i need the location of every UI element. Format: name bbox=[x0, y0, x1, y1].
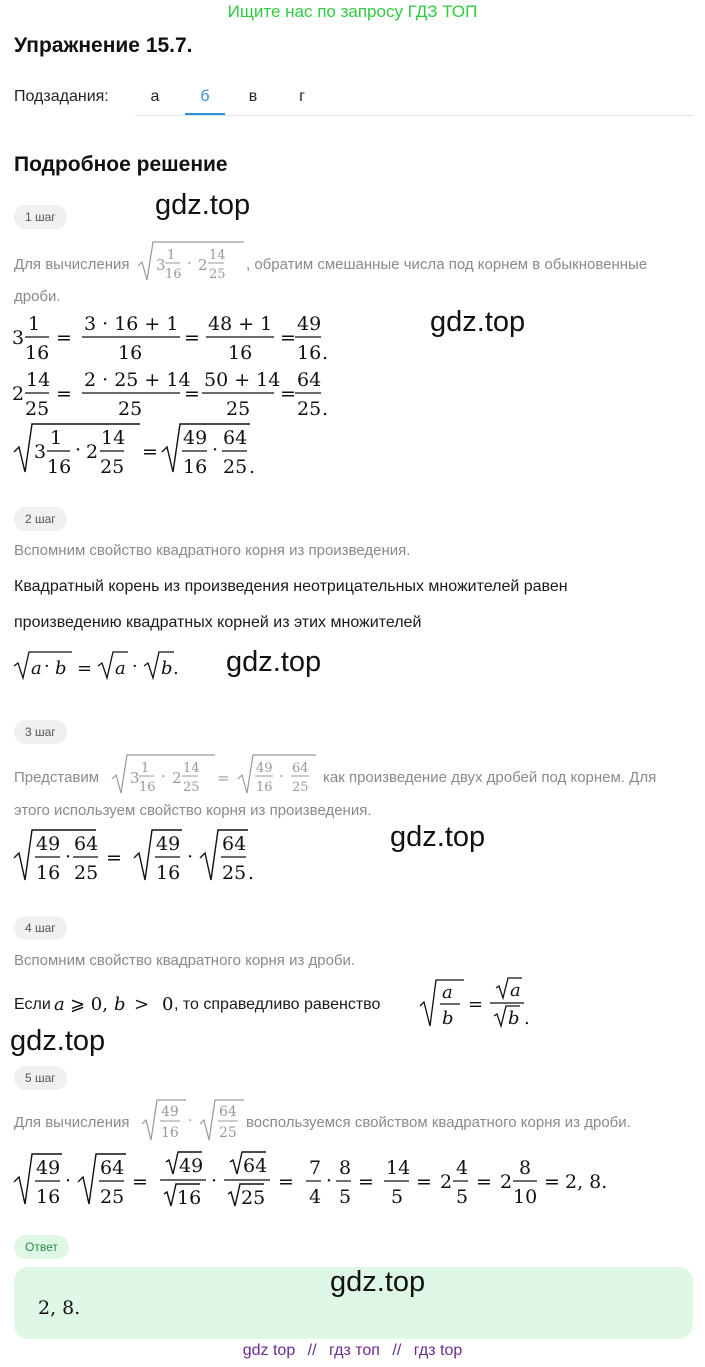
footer-link-gdz-top[interactable]: gdz top bbox=[242, 1342, 296, 1359]
step-4-text: Вспомним свойство квадратного корня из дроби. bbox=[14, 952, 356, 969]
footer-link-gdz-top-ru[interactable]: гдз топ bbox=[329, 1342, 380, 1359]
svg-text:16: 16 bbox=[139, 780, 156, 795]
svg-text:·: · bbox=[188, 1113, 193, 1129]
step-3-inline-formula bbox=[110, 751, 322, 799]
svg-text:=: = bbox=[280, 327, 296, 349]
svg-text:=: = bbox=[278, 1171, 294, 1193]
svg-text:a: a bbox=[54, 994, 65, 1015]
svg-text:=: = bbox=[56, 383, 72, 405]
step-1-inline-formula bbox=[136, 238, 246, 286]
svg-text:64: 64 bbox=[292, 761, 309, 776]
svg-text:·: · bbox=[187, 846, 194, 868]
svg-text:·: · bbox=[279, 767, 284, 785]
svg-text:=: = bbox=[56, 327, 72, 349]
subtask-tab-b[interactable]: б bbox=[200, 88, 210, 105]
svg-text:16: 16 bbox=[165, 267, 182, 282]
svg-text:49: 49 bbox=[297, 313, 322, 335]
svg-text:·: · bbox=[326, 1170, 333, 1192]
svg-text:48 + 1: 48 + 1 bbox=[208, 313, 273, 335]
svg-text:2: 2 bbox=[440, 1171, 453, 1193]
svg-text:2: 2 bbox=[198, 256, 208, 274]
footer-separator: // bbox=[392, 1342, 402, 1359]
step-2-rule-line-1: Квадратный корень из произведения неотрицательных множителей равен bbox=[14, 578, 568, 595]
footer-links bbox=[0, 1342, 705, 1360]
watermark: gdz.top bbox=[430, 306, 526, 338]
svg-text:16: 16 bbox=[36, 862, 61, 884]
watermark: gdz.top bbox=[155, 189, 251, 221]
step-1-text-after: , обратим смешанные числа под корнем в обыкновенные bbox=[246, 256, 648, 273]
svg-text:14: 14 bbox=[386, 1157, 411, 1179]
svg-text:=: = bbox=[280, 383, 296, 405]
step-4-condition-formula bbox=[54, 990, 184, 1018]
step-3-text-wrap: этого используем свойство корня из произведения. bbox=[14, 802, 372, 819]
svg-text:b: b bbox=[442, 1008, 454, 1029]
svg-text:⩾ 0,: ⩾ 0, bbox=[70, 994, 108, 1015]
step-2-text: Вспомним свойство квадратного корня из произведения. bbox=[14, 542, 411, 559]
svg-text:·: · bbox=[75, 439, 82, 461]
svg-text:=: = bbox=[184, 327, 200, 349]
svg-text:25: 25 bbox=[241, 1187, 266, 1209]
footer-separator: // bbox=[307, 1342, 317, 1359]
subtask-tab-v[interactable]: в bbox=[248, 88, 258, 105]
svg-text:3 · 16 + 1: 3 · 16 + 1 bbox=[84, 313, 179, 335]
svg-text:3: 3 bbox=[12, 327, 25, 349]
svg-text:16: 16 bbox=[161, 1125, 179, 1141]
svg-text:49: 49 bbox=[161, 1104, 179, 1120]
step-1-text-before: Для вычисления bbox=[14, 256, 130, 273]
page-title: Упражнение 15.7. bbox=[14, 34, 193, 57]
svg-text:b: b bbox=[55, 658, 67, 679]
svg-text:.: . bbox=[524, 1008, 530, 1029]
svg-text:16: 16 bbox=[256, 780, 273, 795]
svg-text:49: 49 bbox=[179, 1155, 204, 1177]
svg-text:a: a bbox=[510, 980, 521, 1001]
subtasks-label: Подзадания: bbox=[14, 88, 109, 105]
svg-text:b: b bbox=[114, 994, 126, 1015]
svg-text:16: 16 bbox=[25, 342, 50, 364]
svg-text:=: = bbox=[142, 441, 158, 463]
svg-text:2: 2 bbox=[86, 441, 99, 463]
step-5-inline-formula bbox=[140, 1096, 246, 1146]
svg-text:=: = bbox=[217, 769, 230, 787]
step-4-badge: 4 шаг bbox=[14, 916, 67, 940]
svg-text:b: b bbox=[508, 1008, 520, 1029]
svg-text:25: 25 bbox=[223, 456, 248, 478]
svg-text:=: = bbox=[358, 1171, 374, 1193]
svg-text:25: 25 bbox=[25, 398, 50, 420]
svg-text:=: = bbox=[416, 1171, 432, 1193]
footer-link-gdz-top-mixed[interactable]: гдз top bbox=[413, 1342, 463, 1359]
svg-text:·: · bbox=[211, 1170, 218, 1192]
svg-text:14: 14 bbox=[209, 248, 226, 263]
step-2-badge: 2 шаг bbox=[14, 507, 67, 531]
svg-text:.: . bbox=[173, 658, 179, 679]
svg-text:25: 25 bbox=[297, 398, 322, 420]
svg-text:25: 25 bbox=[292, 780, 309, 795]
step-2-product-root-formula bbox=[14, 650, 184, 686]
svg-text:10: 10 bbox=[513, 1186, 538, 1208]
svg-text:=: = bbox=[106, 847, 122, 869]
svg-text:16: 16 bbox=[156, 862, 181, 884]
svg-text:25: 25 bbox=[100, 1186, 125, 1208]
svg-text:49: 49 bbox=[156, 833, 181, 855]
svg-text:2: 2 bbox=[500, 1171, 513, 1193]
step-5-text-after: воспользуемся свойством квадратного корня из дроби. bbox=[246, 1114, 631, 1131]
svg-text:25: 25 bbox=[209, 267, 226, 282]
svg-text:0: 0 bbox=[162, 994, 174, 1015]
svg-text:.: . bbox=[248, 862, 255, 884]
svg-text:64: 64 bbox=[219, 1104, 237, 1120]
subtask-tab-g[interactable]: г bbox=[299, 88, 305, 105]
svg-text:4: 4 bbox=[456, 1157, 469, 1179]
svg-text:=: = bbox=[132, 1171, 148, 1193]
svg-text:.: . bbox=[249, 456, 256, 478]
svg-text:=: = bbox=[476, 1171, 492, 1193]
svg-text:64: 64 bbox=[74, 833, 99, 855]
svg-text:25: 25 bbox=[222, 862, 247, 884]
svg-text:b: b bbox=[161, 658, 173, 679]
svg-text:64: 64 bbox=[223, 427, 248, 449]
svg-text:16: 16 bbox=[177, 1187, 202, 1209]
svg-text:2, 8.: 2, 8. bbox=[565, 1171, 608, 1193]
svg-text:·: · bbox=[65, 846, 72, 868]
svg-text:16: 16 bbox=[36, 1186, 61, 1208]
svg-text:25: 25 bbox=[219, 1125, 237, 1141]
svg-text:a: a bbox=[115, 658, 126, 679]
svg-text:3: 3 bbox=[34, 441, 47, 463]
svg-text:5: 5 bbox=[339, 1186, 352, 1208]
step-1-mixed-number-conversion bbox=[12, 308, 352, 428]
answer-badge: Ответ bbox=[14, 1235, 69, 1259]
svg-text:14: 14 bbox=[101, 427, 126, 449]
svg-text:7: 7 bbox=[309, 1157, 322, 1179]
svg-text:64: 64 bbox=[297, 369, 322, 391]
svg-text:a: a bbox=[31, 658, 42, 679]
svg-text:14: 14 bbox=[26, 369, 51, 391]
svg-text:2 · 25 + 14: 2 · 25 + 14 bbox=[84, 369, 191, 391]
svg-text:49: 49 bbox=[256, 761, 273, 776]
svg-text:·: · bbox=[132, 656, 138, 677]
watermark: gdz.top bbox=[330, 1266, 426, 1298]
svg-text:.: . bbox=[322, 342, 329, 364]
svg-text:8: 8 bbox=[519, 1157, 532, 1179]
tabs-divider bbox=[135, 115, 693, 116]
svg-text:16: 16 bbox=[118, 342, 143, 364]
svg-text:49: 49 bbox=[36, 833, 61, 855]
svg-text:·: · bbox=[212, 439, 219, 461]
watermark: gdz.top bbox=[390, 821, 486, 853]
svg-text:1: 1 bbox=[28, 313, 41, 335]
svg-text:49: 49 bbox=[36, 1157, 61, 1179]
step-4-rule-then: , то справедливо равенство bbox=[174, 996, 381, 1013]
svg-text:1: 1 bbox=[50, 427, 63, 449]
watermark: gdz.top bbox=[10, 1025, 106, 1057]
svg-text:25: 25 bbox=[100, 456, 125, 478]
svg-text:=: = bbox=[184, 383, 200, 405]
svg-text:1: 1 bbox=[141, 761, 150, 776]
svg-text:49: 49 bbox=[183, 427, 208, 449]
svg-text:25: 25 bbox=[74, 862, 99, 884]
step-4-rule-if: Если bbox=[14, 996, 51, 1013]
svg-text:2: 2 bbox=[12, 383, 25, 405]
step-1-root-rewrite bbox=[12, 420, 272, 480]
svg-text:·: · bbox=[65, 1170, 72, 1192]
svg-text:8: 8 bbox=[339, 1157, 352, 1179]
svg-text:>: > bbox=[134, 994, 150, 1015]
step-3-badge: 3 шаг bbox=[14, 720, 67, 744]
step-4-fraction-root-formula bbox=[420, 976, 532, 1032]
svg-text:64: 64 bbox=[100, 1157, 125, 1179]
svg-text:1: 1 bbox=[167, 248, 176, 263]
step-5-badge: 5 шаг bbox=[14, 1066, 67, 1090]
active-tab-indicator bbox=[185, 113, 225, 115]
top-banner: Ищите нас по запросу ГДЗ ТОП bbox=[227, 2, 478, 21]
svg-text:16: 16 bbox=[183, 456, 208, 478]
step-3-text-before: Представим bbox=[14, 769, 100, 786]
svg-text:·: · bbox=[187, 254, 192, 272]
svg-text:4: 4 bbox=[309, 1186, 322, 1208]
step-3-text-after: как произведение двух дробей под корнем. Для bbox=[323, 769, 657, 786]
step-1-badge: 1 шаг bbox=[14, 205, 67, 229]
svg-text:25: 25 bbox=[183, 780, 200, 795]
svg-text:50 + 14: 50 + 14 bbox=[204, 369, 281, 391]
svg-text:.: . bbox=[322, 398, 329, 420]
answer-value: 2, 8. bbox=[38, 1297, 81, 1319]
svg-text:·: · bbox=[161, 767, 166, 785]
watermark: gdz.top bbox=[226, 646, 322, 678]
svg-text:·: · bbox=[44, 656, 50, 677]
svg-text:2: 2 bbox=[172, 769, 182, 787]
svg-text:5: 5 bbox=[456, 1186, 469, 1208]
step-5-final-calculation bbox=[14, 1150, 608, 1212]
svg-text:16: 16 bbox=[297, 342, 322, 364]
step-1-text-wrap: дроби. bbox=[14, 288, 61, 305]
svg-text:16: 16 bbox=[47, 456, 72, 478]
subtask-tab-a[interactable]: а bbox=[150, 88, 160, 105]
svg-text:=: = bbox=[77, 658, 93, 679]
svg-text:25: 25 bbox=[118, 398, 143, 420]
svg-text:64: 64 bbox=[222, 833, 247, 855]
svg-text:a: a bbox=[442, 982, 453, 1003]
svg-text:=: = bbox=[468, 994, 484, 1015]
svg-text:3: 3 bbox=[156, 256, 166, 274]
step-3-root-split-formula bbox=[14, 826, 259, 886]
svg-text:25: 25 bbox=[226, 398, 251, 420]
step-2-rule-line-2: произведению квадратных корней из этих множителей bbox=[14, 614, 422, 631]
svg-text:14: 14 bbox=[183, 761, 200, 776]
svg-text:5: 5 bbox=[391, 1186, 404, 1208]
svg-text:16: 16 bbox=[228, 342, 253, 364]
svg-text:3: 3 bbox=[130, 769, 140, 787]
step-5-text-before: Для вычисления bbox=[14, 1114, 130, 1131]
svg-text:64: 64 bbox=[243, 1155, 268, 1177]
svg-text:=: = bbox=[544, 1171, 560, 1193]
section-title: Подробное решение bbox=[14, 153, 228, 176]
